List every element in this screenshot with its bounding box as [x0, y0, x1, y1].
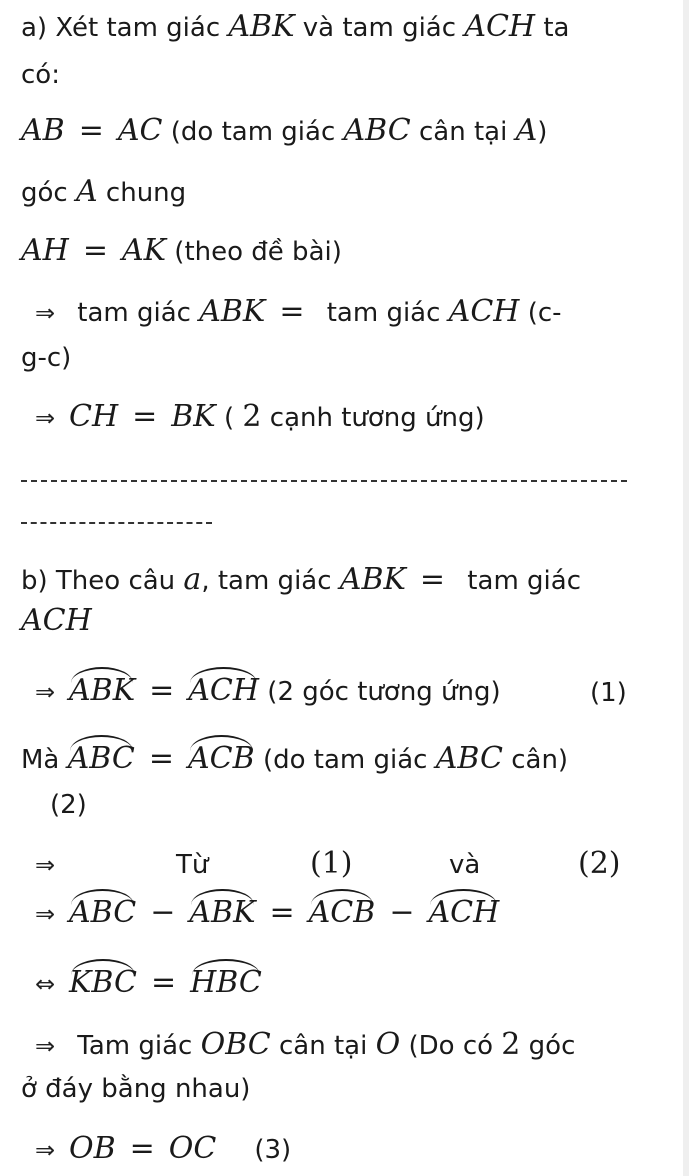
text: (: [215, 403, 243, 433]
implies-arrow: ⇒: [34, 678, 56, 706]
math: OBC: [200, 1027, 271, 1062]
text: (theo đề bài): [166, 237, 342, 267]
operator: =: [132, 399, 158, 434]
equivalent-arrow: ⇔: [34, 970, 56, 998]
text: và tam giác: [294, 13, 465, 43]
math: AB: [21, 113, 65, 148]
equation-tag: (2): [50, 790, 87, 820]
implies-arrow-glyph: ⇒: [34, 851, 56, 879]
divider: [21, 480, 627, 482]
scrollbar[interactable]: [683, 0, 689, 1176]
text: (do tam giác: [162, 117, 344, 147]
implies-arrow: ⇒: [34, 1032, 56, 1060]
part-b-line-8: [21, 1131, 292, 1166]
operator: −: [389, 895, 415, 930]
angle-math: HBC: [190, 965, 262, 1000]
part-b-line-1: [21, 562, 581, 597]
text: tam giác: [318, 298, 449, 328]
equation-tag: (3): [254, 1135, 292, 1165]
text: tam giác: [459, 566, 581, 596]
angle-math: ABK: [189, 895, 256, 930]
math: A: [75, 174, 98, 209]
part-a-line-2: [21, 113, 548, 148]
part-b-line-1b: [21, 603, 92, 638]
operator: =: [269, 895, 295, 930]
operator: =: [150, 965, 177, 1000]
text: (2 góc tương ứng): [259, 677, 501, 707]
math: ABK: [339, 562, 406, 597]
implies-arrow: ⇒: [34, 404, 56, 432]
angle-math: ABC: [67, 741, 135, 776]
text: Từ: [176, 850, 209, 880]
math: O: [375, 1027, 401, 1062]
text: , tam giác: [201, 566, 340, 596]
text: b) Theo câu: [21, 566, 184, 596]
math: a: [183, 562, 202, 597]
part-a-line-1b: có:: [21, 60, 60, 90]
text: chung: [97, 178, 187, 208]
math-number: 2: [242, 399, 262, 434]
text: cân tại: [410, 117, 516, 147]
math: OB: [69, 1131, 116, 1166]
text: (c-: [519, 298, 562, 328]
part-b-line-6: [21, 965, 262, 1000]
text: (do tam giác: [254, 745, 436, 775]
math: ABC: [435, 741, 503, 776]
part-b-line-3: [21, 741, 569, 776]
implies-arrow: ⇒: [34, 1136, 56, 1164]
part-b-line-2: [21, 673, 501, 708]
text: ta: [535, 13, 570, 43]
equation-tag: (1): [590, 678, 627, 708]
operator: =: [149, 673, 175, 708]
text: góc: [520, 1031, 576, 1061]
angle-math: ACB: [188, 741, 255, 776]
math: ABK: [199, 294, 266, 329]
text: tam giác: [69, 298, 200, 328]
text: (Do có: [400, 1031, 502, 1061]
text: ): [537, 117, 548, 147]
math: A: [515, 113, 538, 148]
angle-math: ACH: [428, 895, 500, 930]
part-a-line-4: [21, 233, 342, 268]
text: góc: [21, 178, 76, 208]
part-b-line-5: [21, 895, 500, 930]
angle-math: ACB: [308, 895, 376, 930]
math: ABC: [343, 113, 411, 148]
math: CH: [69, 399, 119, 434]
math: ACH: [21, 603, 92, 638]
implies-arrow: ⇒: [34, 900, 56, 928]
math-number: 2: [501, 1027, 521, 1062]
math: ACH: [464, 9, 536, 44]
part-a-line-3: [21, 174, 187, 209]
text: cạnh tương ứng): [261, 403, 485, 433]
angle-math: ACH: [188, 673, 260, 708]
divider: [21, 522, 212, 524]
math: AH: [21, 233, 69, 268]
operator: =: [419, 562, 446, 597]
angle-math: KBC: [69, 965, 137, 1000]
text: Mà: [21, 745, 68, 775]
implies-arrow: [21, 850, 69, 880]
part-a-line-6: [21, 399, 485, 434]
part-a-line-5b: g-c): [21, 343, 72, 373]
operator: =: [129, 1131, 155, 1166]
math-ref: (1): [310, 846, 353, 881]
math: AC: [117, 113, 163, 148]
angle-math: ABK: [69, 673, 136, 708]
text: và: [449, 850, 481, 880]
part-b-line-7: [21, 1027, 576, 1062]
operator: =: [78, 113, 104, 148]
text: cân tại: [270, 1031, 376, 1061]
math-ref: (2): [578, 846, 621, 881]
math: BK: [171, 399, 216, 434]
math: ACH: [448, 294, 520, 329]
angle-math: ABC: [69, 895, 137, 930]
text: Tam giác: [69, 1031, 201, 1061]
math: ABK: [228, 9, 295, 44]
part-a-line-5: [21, 294, 562, 329]
operator: −: [150, 895, 176, 930]
part-b-line-7b: ở đáy bằng nhau): [21, 1074, 251, 1104]
operator: =: [82, 233, 108, 268]
math: AK: [121, 233, 167, 268]
part-a-line-1: [21, 9, 570, 44]
operator: =: [279, 294, 305, 329]
operator: =: [148, 741, 175, 776]
math: OC: [168, 1131, 217, 1166]
text: cân): [502, 745, 569, 775]
text: a) Xét tam giác: [21, 13, 229, 43]
implies-arrow: ⇒: [34, 299, 56, 327]
